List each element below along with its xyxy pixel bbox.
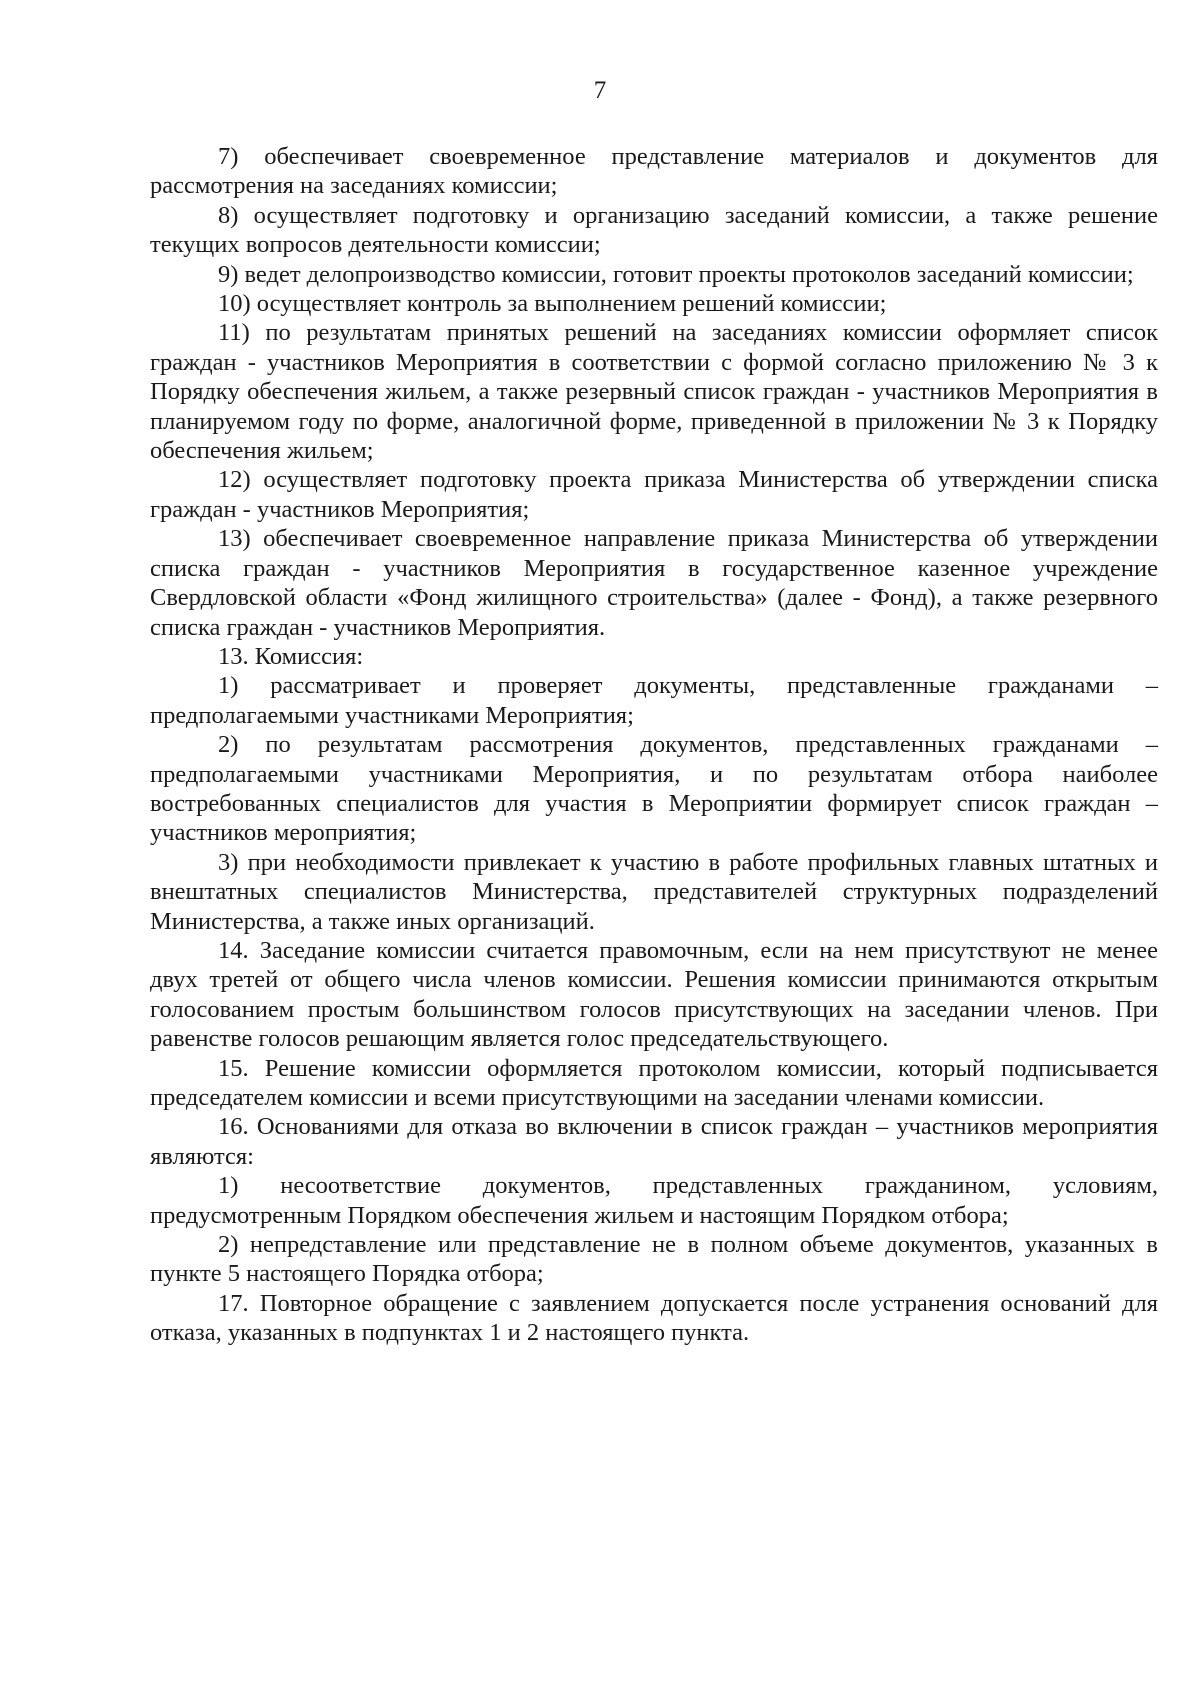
page-number: 7 (593, 77, 607, 104)
paragraph: 10) осуществляет контроль за выполнением решений комиссии; (218, 290, 887, 318)
paragraph: 1) рассматривает и проверяет документы, представленные гражданами – предполагаемыми участниками Мероприятия; (150, 672, 1158, 729)
paragraph: 1) несоответствие документов, представленных гражданином, условиям, предусмотренным Порядком обеспечения жильем и настоящим Порядком отбора; (150, 1172, 1158, 1229)
paragraph: 8) осуществляет подготовку и организацию заседаний комиссии, а также решение текущих вопросов деятельности комиссии; (150, 201, 1158, 259)
paragraph: 2) непредставление или представление не в полном объеме документов, указанных в пункте 5 настоящего Порядка отбора; (150, 1231, 1158, 1288)
paragraph: 11) по результатам принятых решений на заседаниях комиссии оформляет список граждан - участников Мероприятия в соответствии с формой согласно приложению № 3 к Порядку обеспечения жильем, а также резервный список граждан - участников Мероприятия в планируемом году по форме, аналогичной форме, приведенной в приложении № 3 к Порядку обеспечения жильем; (150, 319, 1158, 465)
paragraph: 9) ведет делопроизводство комиссии, готовит проекты протоколов заседаний комиссии; (218, 260, 1134, 288)
paragraph: 17. Повторное обращение с заявлением допускается после устранения оснований для отказа, указанных в подпунктах 1 и 2 настоящего пункта. (150, 1289, 1158, 1347)
paragraph: 13) обеспечивает своевременное направление приказа Министерства об утверждении списка граждан - участников Мероприятия в государственное казенное учреждение Свердловской области «Фонд жилищного строительства» (далее - Фонд), а также резервного списка граждан - участников Мероприятия. (150, 525, 1158, 641)
paragraph: 3) при необходимости привлекает к участию в работе профильных главных штатных и внештатных специалистов Министерства, представителей структурных подразделений Министерства, а также иных организаций. (150, 848, 1158, 935)
paragraph: 12) осуществляет подготовку проекта приказа Министерства об утверждении списка граждан - участников Мероприятия; (150, 466, 1158, 523)
paragraph: 16. Основаниями для отказа во включении в список граждан – участников мероприятия являются: (150, 1113, 1158, 1170)
document-body (150, 142, 1158, 1348)
paragraph: 13. Комиссия: (218, 642, 364, 670)
paragraph: 14. Заседание комиссии считается правомочным, если на нем присутствуют не менее двух третей от общего числа членов комиссии. Решения комиссии принимаются открытым голосованием простым большинством голосов присутствующих на заседании членов. При равенстве голосов решающим является голос председательствующего. (150, 936, 1158, 1053)
paragraph: 7) обеспечивает своевременное представление материалов и документов для рассмотрения на заседаниях комиссии; (150, 143, 1158, 200)
paragraph: 15. Решение комиссии оформляется протоколом комиссии, который подписывается председателем комиссии и всеми присутствующими на заседании членами комиссии. (150, 1054, 1158, 1111)
paragraph: 2) по результатам рассмотрения документов, представленных гражданами – предполагаемыми участниками Мероприятия, и по результатам отбора наиболее востребованных специалистов для участия в Мероприятии формирует список граждан – участников мероприятия; (150, 731, 1158, 847)
